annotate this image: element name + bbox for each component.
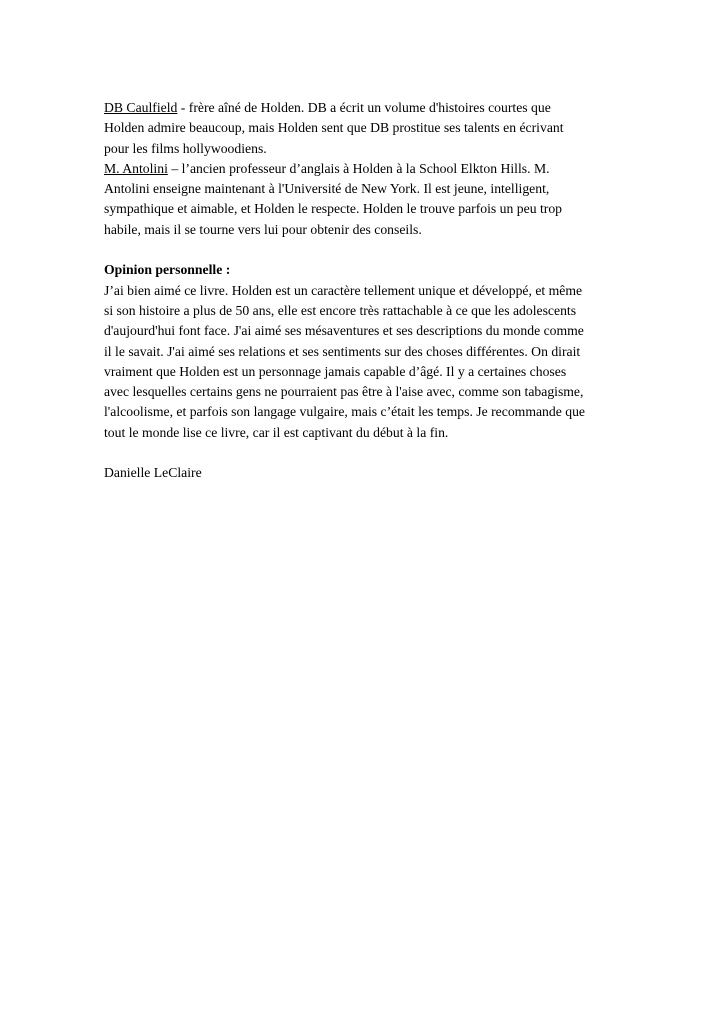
opinion-text: J’ai bien aimé ce livre. Holden est un caractère tellement unique et développé, et même [104,282,583,298]
character-description-text: - frère aîné de Holden. DB a écrit un volume d'histoires courtes que [177,100,551,115]
character-description-text: sympathique et aimable, et Holden le respecte. Holden le trouve parfois un peu trop [104,201,563,217]
opinion-text: si son histoire a plus de 50 ans, elle est encore très rattachable à ce que les adolescents [104,302,577,318]
opinion-text: l'alcoolisme, et parfois son langage vulgaire, mais c’était les temps. Je recommande que [104,404,585,420]
opinion-text: tout le monde lise ce livre, car il est captivant du début à la fin. [104,424,449,440]
character-name: DB Caulfield [104,100,178,115]
document-body [104,98,634,484]
character-line [104,159,634,179]
opinion-text: il le savait. J'ai aimé ses relations et ses sentiments sur des choses différentes. On dirait [104,343,581,359]
character-entry-m-antolini [104,159,634,240]
paragraph-spacer [104,240,634,260]
author-name: Danielle LeClaire [104,465,202,481]
opinion-heading: Opinion personnelle : [104,262,231,278]
character-description-text: pour les films hollywoodiens. [104,140,267,156]
opinion-section [104,260,634,443]
author-signature [104,463,634,483]
opinion-text: vraiment que Holden est un personnage jamais capable d’âgé. Il y a certaines choses [104,363,567,379]
character-name: M. Antolini [104,160,168,176]
character-description-text: habile, mais il se tourne vers lui pour obtenir des conseils. [104,221,422,237]
character-line [104,98,634,118]
character-entry-db-caulfield [104,98,634,159]
opinion-text: d'aujourd'hui font face. J'ai aimé ses mésaventures et ses descriptions du monde comme [104,323,584,339]
paragraph-spacer [104,443,634,463]
opinion-text: avec lesquelles certains gens ne pourraient pas être à l'aise avec, comme son tabagisme, [104,384,584,400]
character-description-text: Antolini enseigne maintenant à l'Université de New York. Il est jeune, intelligent, [104,181,550,197]
character-description-text: – l’ancien professeur d’anglais à Holden à la School Elkton Hills. M. [167,160,550,176]
character-description-text: Holden admire beaucoup, mais Holden sent que DB prostitue ses talents en écrivant [104,120,564,136]
